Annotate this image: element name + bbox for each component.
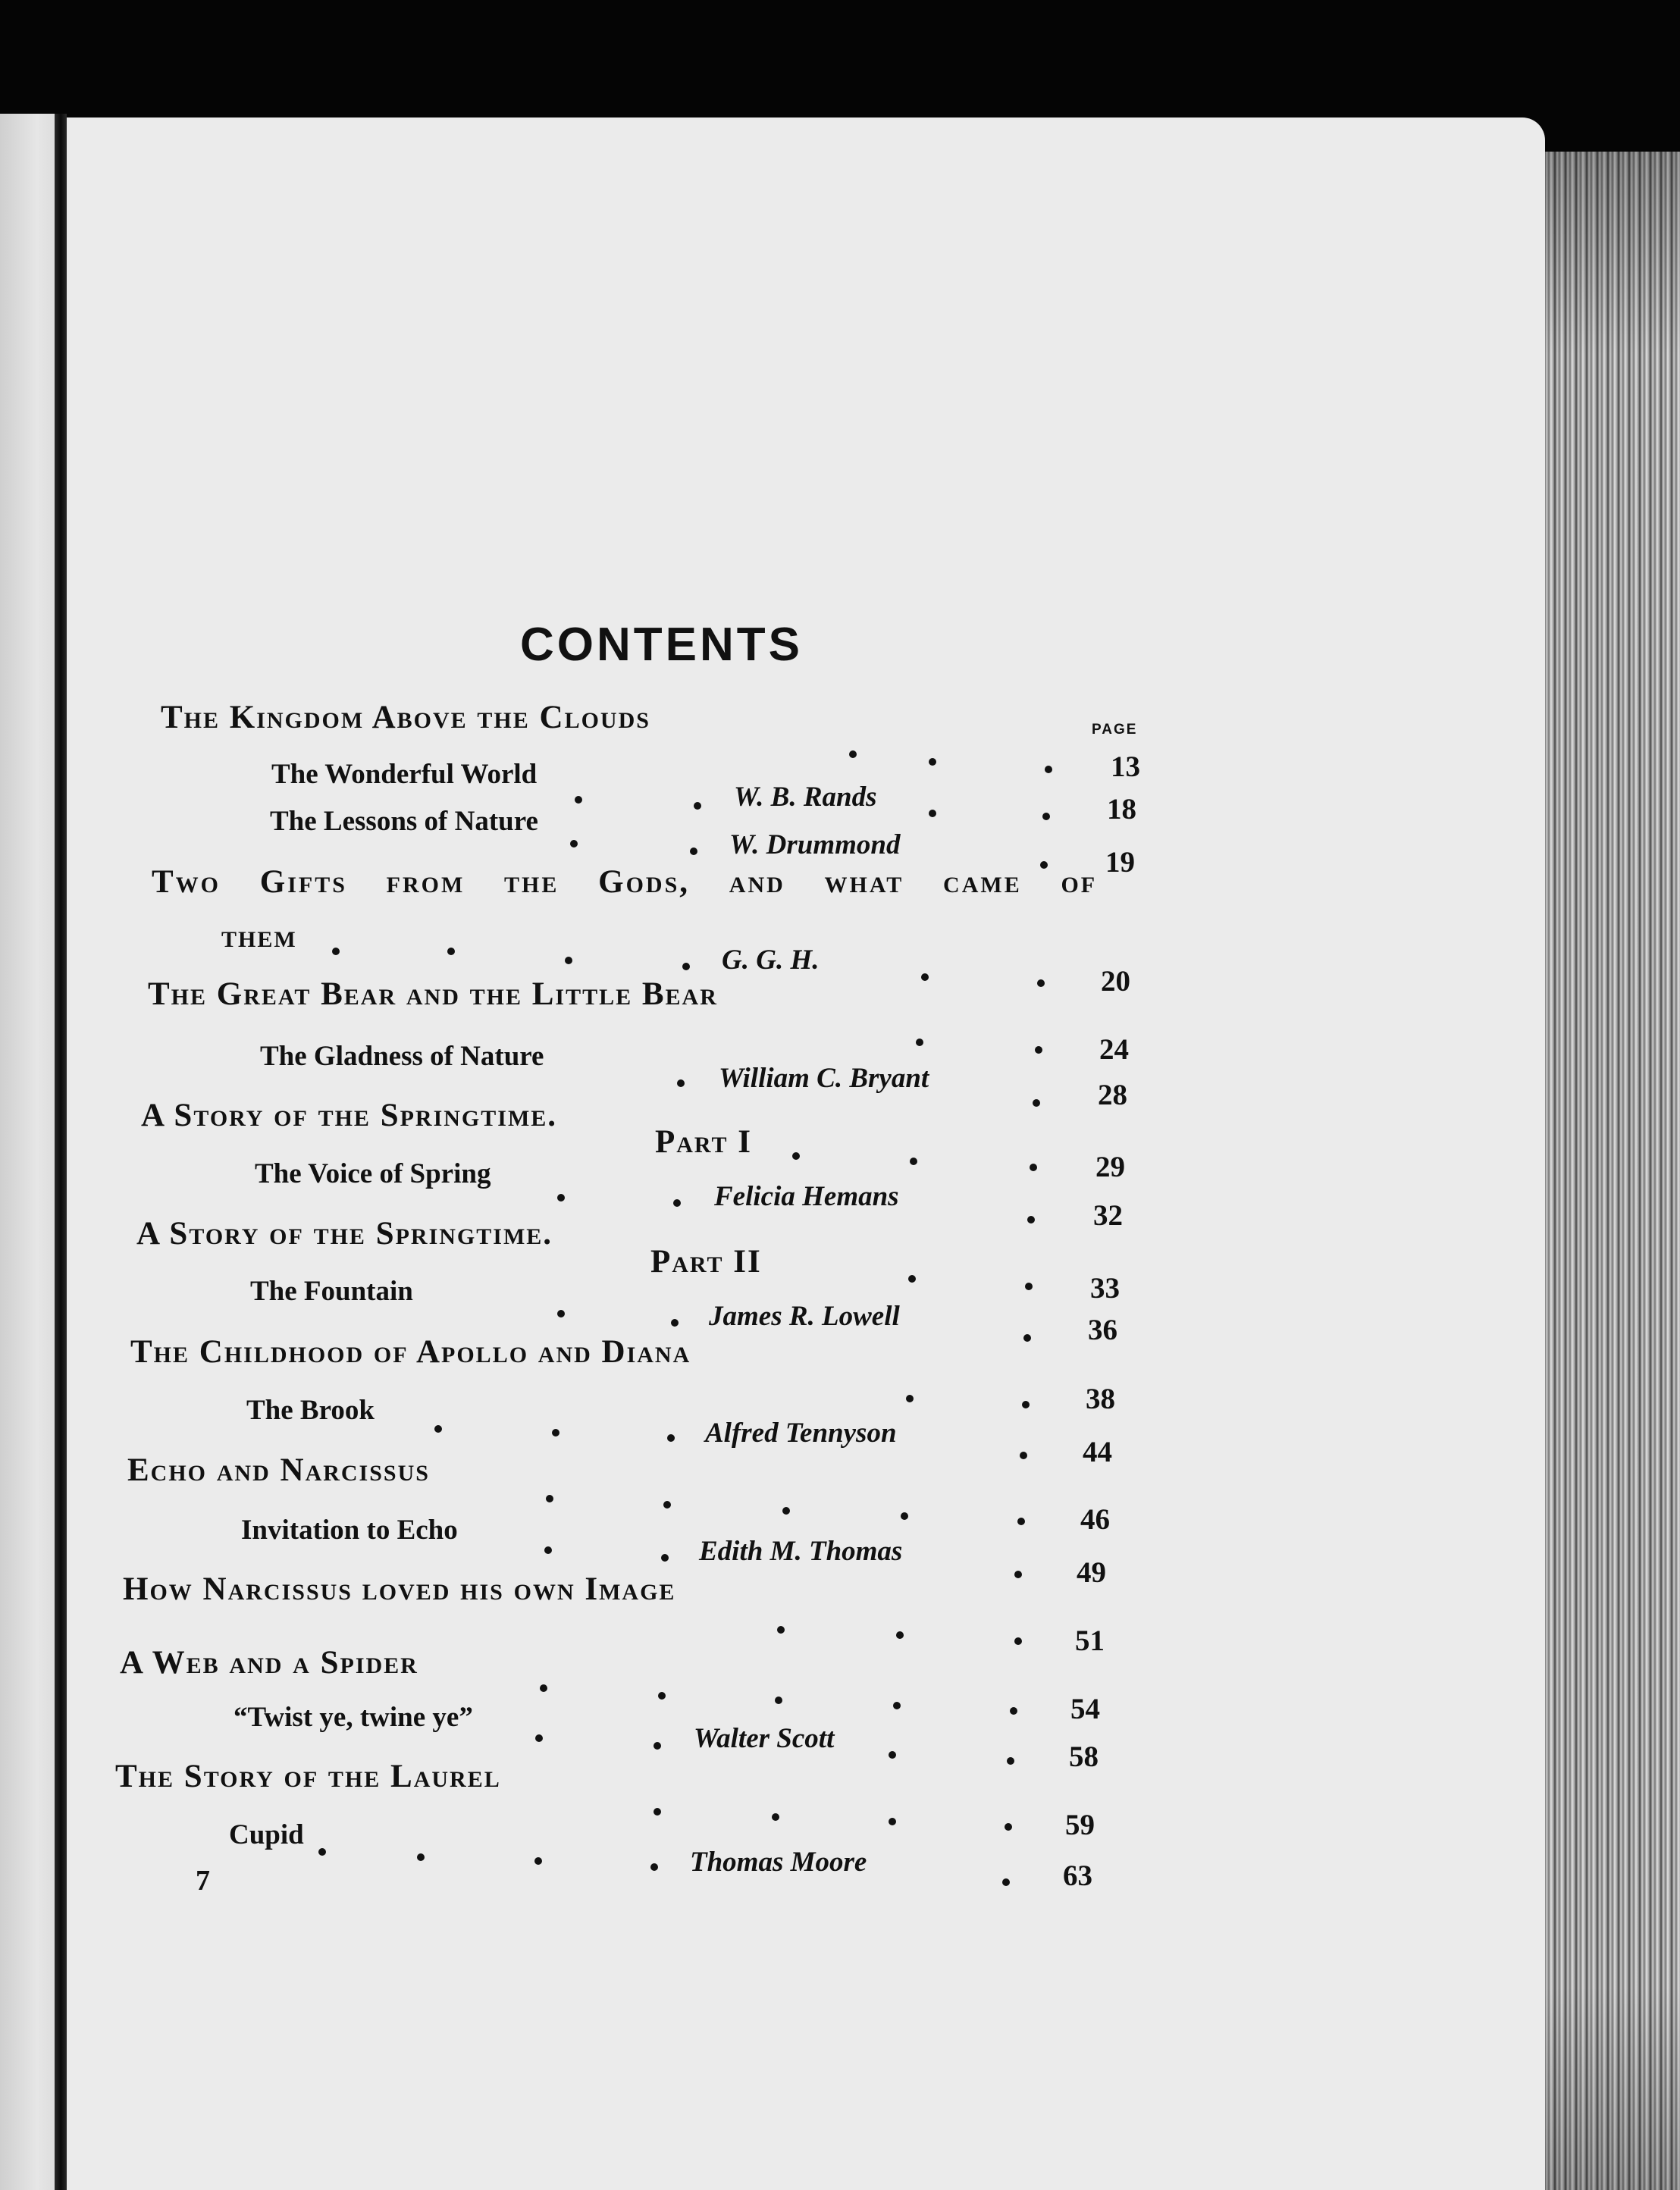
leader-dot: [1020, 1452, 1027, 1459]
leader-dot: [1030, 1164, 1037, 1171]
toc-chapter-part: Part II: [650, 1244, 762, 1280]
leader-dot: [694, 802, 701, 810]
toc-page-number: 46: [1080, 1503, 1110, 1536]
toc-chapter-title: How Narcissus loved his own Image: [123, 1571, 676, 1607]
leader-dot: [1017, 1518, 1025, 1525]
leader-dot: [777, 1626, 785, 1634]
page-title: CONTENTS: [520, 619, 803, 671]
leader-dot: [910, 1158, 917, 1165]
leader-dot: [682, 963, 690, 970]
toc-page-number: 36: [1088, 1314, 1117, 1346]
leader-dot: [673, 1199, 681, 1207]
toc-subentry-title: The Lessons of Nature: [270, 806, 538, 837]
toc-page-number: 44: [1083, 1436, 1112, 1468]
leader-dot: [1035, 1046, 1042, 1054]
toc-chapter-title: Echo and Narcissus: [127, 1452, 430, 1488]
leader-dot: [889, 1818, 896, 1825]
toc-page-number: 28: [1098, 1079, 1127, 1111]
leader-dot: [661, 1554, 669, 1562]
toc-chapter-title: A Story of the Springtime.: [136, 1216, 553, 1252]
toc-author: Alfred Tennyson: [705, 1418, 897, 1449]
leader-dot: [916, 1039, 923, 1046]
toc-page-number: 18: [1107, 793, 1136, 826]
toc-page-number: 51: [1075, 1624, 1105, 1657]
toc-subentry-title: The Brook: [246, 1395, 375, 1426]
leader-dot: [663, 1501, 671, 1509]
toc-page-number: 29: [1095, 1151, 1125, 1183]
leader-dot: [896, 1631, 904, 1639]
leader-dot: [650, 1863, 658, 1871]
toc-page-number: 58: [1069, 1740, 1099, 1773]
leader-dot: [906, 1395, 914, 1402]
toc-author: W. B. Rands: [734, 782, 877, 813]
book-gutter: [55, 114, 67, 2190]
toc-author: Thomas Moore: [690, 1847, 867, 1878]
leader-dot: [1025, 1283, 1033, 1290]
leader-dot: [1027, 1216, 1035, 1223]
toc-chapter-part: Part I: [655, 1124, 753, 1160]
leader-dot: [1005, 1823, 1012, 1831]
leader-dot: [889, 1751, 896, 1759]
toc-author: Felicia Hemans: [714, 1181, 899, 1212]
leader-dot: [557, 1194, 565, 1202]
leader-dot: [667, 1434, 675, 1442]
leader-dot: [318, 1848, 326, 1856]
leader-dot: [1014, 1571, 1022, 1578]
leader-dot: [570, 840, 578, 847]
leader-dot: [552, 1429, 559, 1437]
leader-dot: [1042, 813, 1050, 820]
leader-dot: [1037, 979, 1045, 987]
toc-chapter-title: Two Gifts from the Gods, and what came of: [152, 864, 1098, 900]
toc-author: James R. Lowell: [709, 1301, 900, 1332]
leader-dot: [1007, 1757, 1014, 1765]
leader-dot: [1010, 1707, 1017, 1715]
toc-chapter-title-continued: them: [221, 919, 297, 954]
leader-dot: [535, 1734, 543, 1742]
toc-page-number: 49: [1077, 1556, 1106, 1589]
toc-page-number: 32: [1093, 1199, 1123, 1232]
toc-page-number: 38: [1086, 1383, 1115, 1415]
leader-dot: [544, 1546, 552, 1554]
toc-subentry-title: The Voice of Spring: [255, 1158, 491, 1189]
leader-dot: [654, 1808, 661, 1816]
leader-dot: [893, 1702, 901, 1709]
toc-page-number: 20: [1101, 965, 1130, 998]
leader-dot: [1045, 766, 1052, 773]
toc-page-number: 19: [1105, 846, 1135, 879]
leader-dot: [447, 948, 455, 955]
leader-dot: [849, 750, 857, 758]
leader-dot: [901, 1512, 908, 1520]
toc-author: W. Drummond: [729, 829, 901, 860]
leader-dot: [1023, 1334, 1031, 1342]
toc-page-number: 33: [1090, 1272, 1120, 1305]
toc-subentry-title: Cupid: [229, 1819, 304, 1850]
leader-dot: [565, 957, 572, 964]
leader-dot: [1022, 1401, 1030, 1408]
leader-dot: [658, 1692, 666, 1700]
leader-dot: [546, 1495, 553, 1502]
leader-dot: [557, 1310, 565, 1317]
toc-author: Edith M. Thomas: [699, 1536, 903, 1567]
leader-dot: [434, 1425, 442, 1433]
toc-chapter-title: The Story of the Laurel: [115, 1759, 501, 1794]
leader-dot: [921, 973, 929, 981]
leader-dot: [690, 847, 697, 855]
leader-dot: [540, 1684, 547, 1692]
leader-dot: [929, 810, 936, 817]
toc-author: G. G. H.: [722, 945, 820, 976]
leader-dot: [775, 1697, 782, 1704]
leader-dot: [417, 1853, 425, 1861]
toc-page-number: 54: [1070, 1693, 1100, 1725]
toc-subentry-title: The Wonderful World: [271, 759, 538, 790]
leader-dot: [1014, 1637, 1022, 1645]
toc-chapter-title: The Childhood of Apollo and Diana: [130, 1334, 691, 1370]
leader-dot: [908, 1275, 916, 1283]
toc-page-number: 63: [1063, 1859, 1092, 1892]
leader-dot: [534, 1857, 542, 1865]
toc-author: Walter Scott: [694, 1723, 835, 1754]
leader-dot: [654, 1742, 661, 1750]
toc-subentry-title: The Fountain: [250, 1276, 413, 1307]
toc-chapter-title: The Kingdom Above the Clouds: [161, 700, 650, 735]
page-column-label: PAGE: [1092, 722, 1138, 738]
leader-dot: [575, 796, 582, 804]
leader-dot: [1033, 1099, 1040, 1107]
toc-subentry-title: The Gladness of Nature: [260, 1041, 544, 1072]
leader-dot: [929, 758, 936, 766]
toc-subentry-title: Invitation to Echo: [241, 1515, 458, 1546]
leader-dot: [1002, 1878, 1010, 1886]
toc-subentry-title: “Twist ye, twine ye”: [234, 1702, 473, 1733]
toc-chapter-title: The Great Bear and the Little Bear: [148, 976, 718, 1012]
toc-page-number: 13: [1111, 750, 1140, 783]
page-folio-number: 7: [196, 1865, 210, 1897]
toc-chapter-title: A Web and a Spider: [120, 1645, 418, 1681]
toc-page-number: 59: [1065, 1809, 1095, 1841]
toc-author: William C. Bryant: [719, 1063, 929, 1094]
leader-dot: [677, 1079, 685, 1087]
toc-chapter-title: A Story of the Springtime.: [141, 1098, 558, 1133]
leader-dot: [782, 1507, 790, 1515]
contents-page: [67, 117, 1545, 2190]
leader-dot: [792, 1152, 800, 1160]
leader-dot: [671, 1319, 679, 1327]
leader-dot: [772, 1813, 779, 1821]
toc-page-number: 24: [1099, 1033, 1129, 1066]
previous-page-edge: [0, 114, 62, 2190]
leader-dot: [332, 948, 340, 955]
